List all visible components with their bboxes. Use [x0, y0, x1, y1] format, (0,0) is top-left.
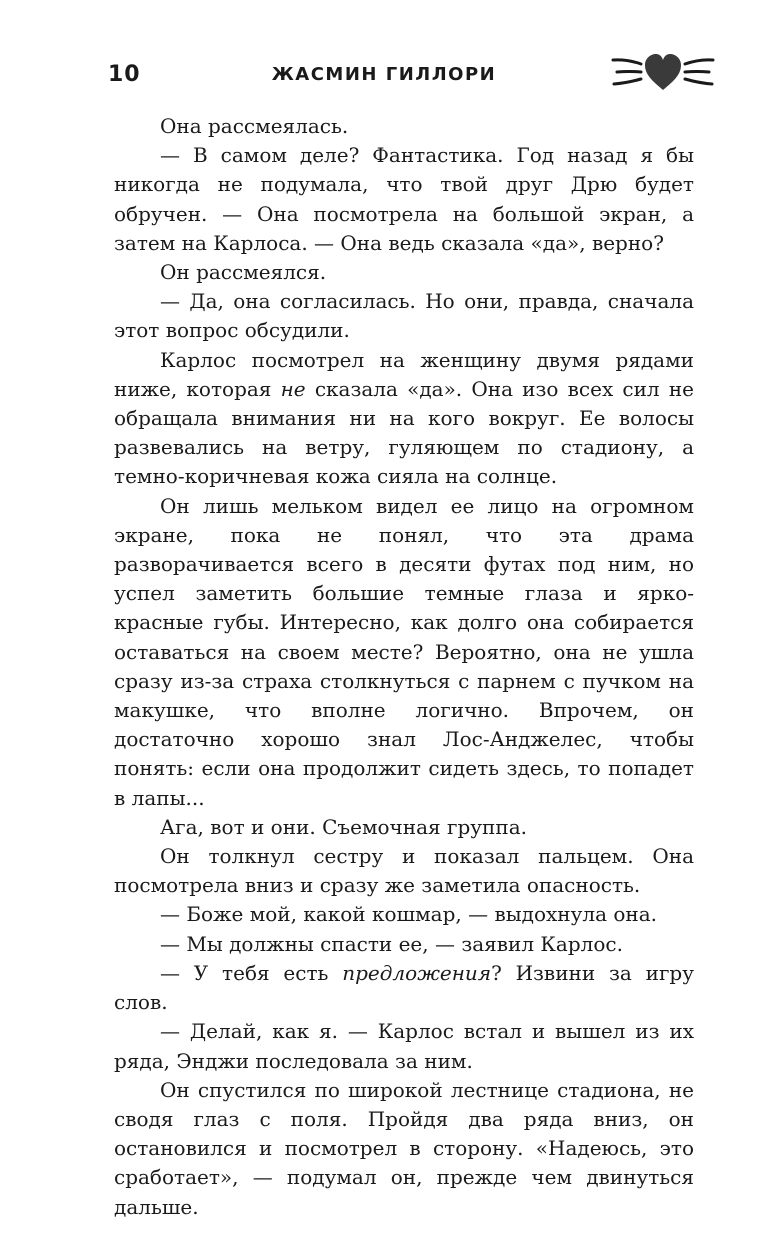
paragraph: [114, 346, 694, 492]
text-run: сказала «да». Она изо всех сил не обращала внимания ни на кого вокруг. Ее волосы развевались на ветру, гуляющем по стадиону, а темно-коричневая кожа сияла на солнце.: [114, 376, 694, 489]
paragraph: Он лишь мельком видел ее лицо на огромном экране, пока не понял, что эта драма разворачивается всего в десяти футах под ним, но успел заметить большие темные глаза и ярко-красные губы. Интересно, как долго она собирается оставаться на своем месте? Вероятно, она не ушла сразу из-за страха столкнуться с парнем с пучком на макушке, что вполне логично. Впрочем, он достаточно хорошо знал Лос-Анджелес, чтобы понять: если она продолжит сидеть здесь, то попадет в лапы...: [114, 493, 694, 810]
italic-text: предложения: [342, 960, 492, 985]
text-run: ? Извини за игру слов.: [114, 960, 695, 1015]
paragraph: Он толкнул сестру и показал пальцем. Она посмотрела вниз и сразу же заметила опасность.: [114, 844, 694, 898]
heart-with-whiskers-icon: [611, 50, 715, 94]
paragraph: [114, 959, 694, 1017]
paragraph: — Делай, как я. — Карлос встал и вышел из их ряда, Энджи последовала за ним.: [114, 1019, 694, 1073]
paragraph: Ага, вот и они. Съемочная группа.: [160, 814, 527, 839]
paragraph: Она рассмеялась.: [160, 114, 349, 138]
page-header: [0, 0, 768, 110]
italic-text: не: [280, 376, 306, 401]
text-run: — У тебя есть: [160, 960, 343, 985]
paragraph: — Боже мой, какой кошмар, — выдохнула она.: [160, 902, 658, 927]
page-number: 10: [108, 62, 141, 87]
paragraph: — Да, она согласилась. Но они, правда, сначала этот вопрос обсудили.: [114, 289, 694, 343]
text-run: Карлос посмотрел на женщину двумя рядами ниже, которая: [114, 347, 694, 401]
paragraph: — Мы должны спасти ее, — заявил Карлос.: [160, 931, 623, 956]
paragraph: Он рассмеялся.: [160, 260, 327, 285]
paragraph: Он спустился по широкой лестнице стадиона, не сводя глаз с поля. Пройдя два ряда вниз, он остановился и посмотрел в сторону. «Надеюсь, это сработает», — подумал он, прежде чем двинуться дальше.: [114, 1077, 694, 1219]
page-body: [114, 112, 694, 1222]
running-title: ЖАСМИН ГИЛЛОРИ: [271, 64, 497, 85]
paragraph: — В самом деле? Фантастика. Год назад я бы никогда не подумала, что твой друг Дрю будет обручен. — Она посмотрела на большой экран, а затем на Карлоса. — Она ведь сказала «да», верно?: [114, 143, 694, 255]
